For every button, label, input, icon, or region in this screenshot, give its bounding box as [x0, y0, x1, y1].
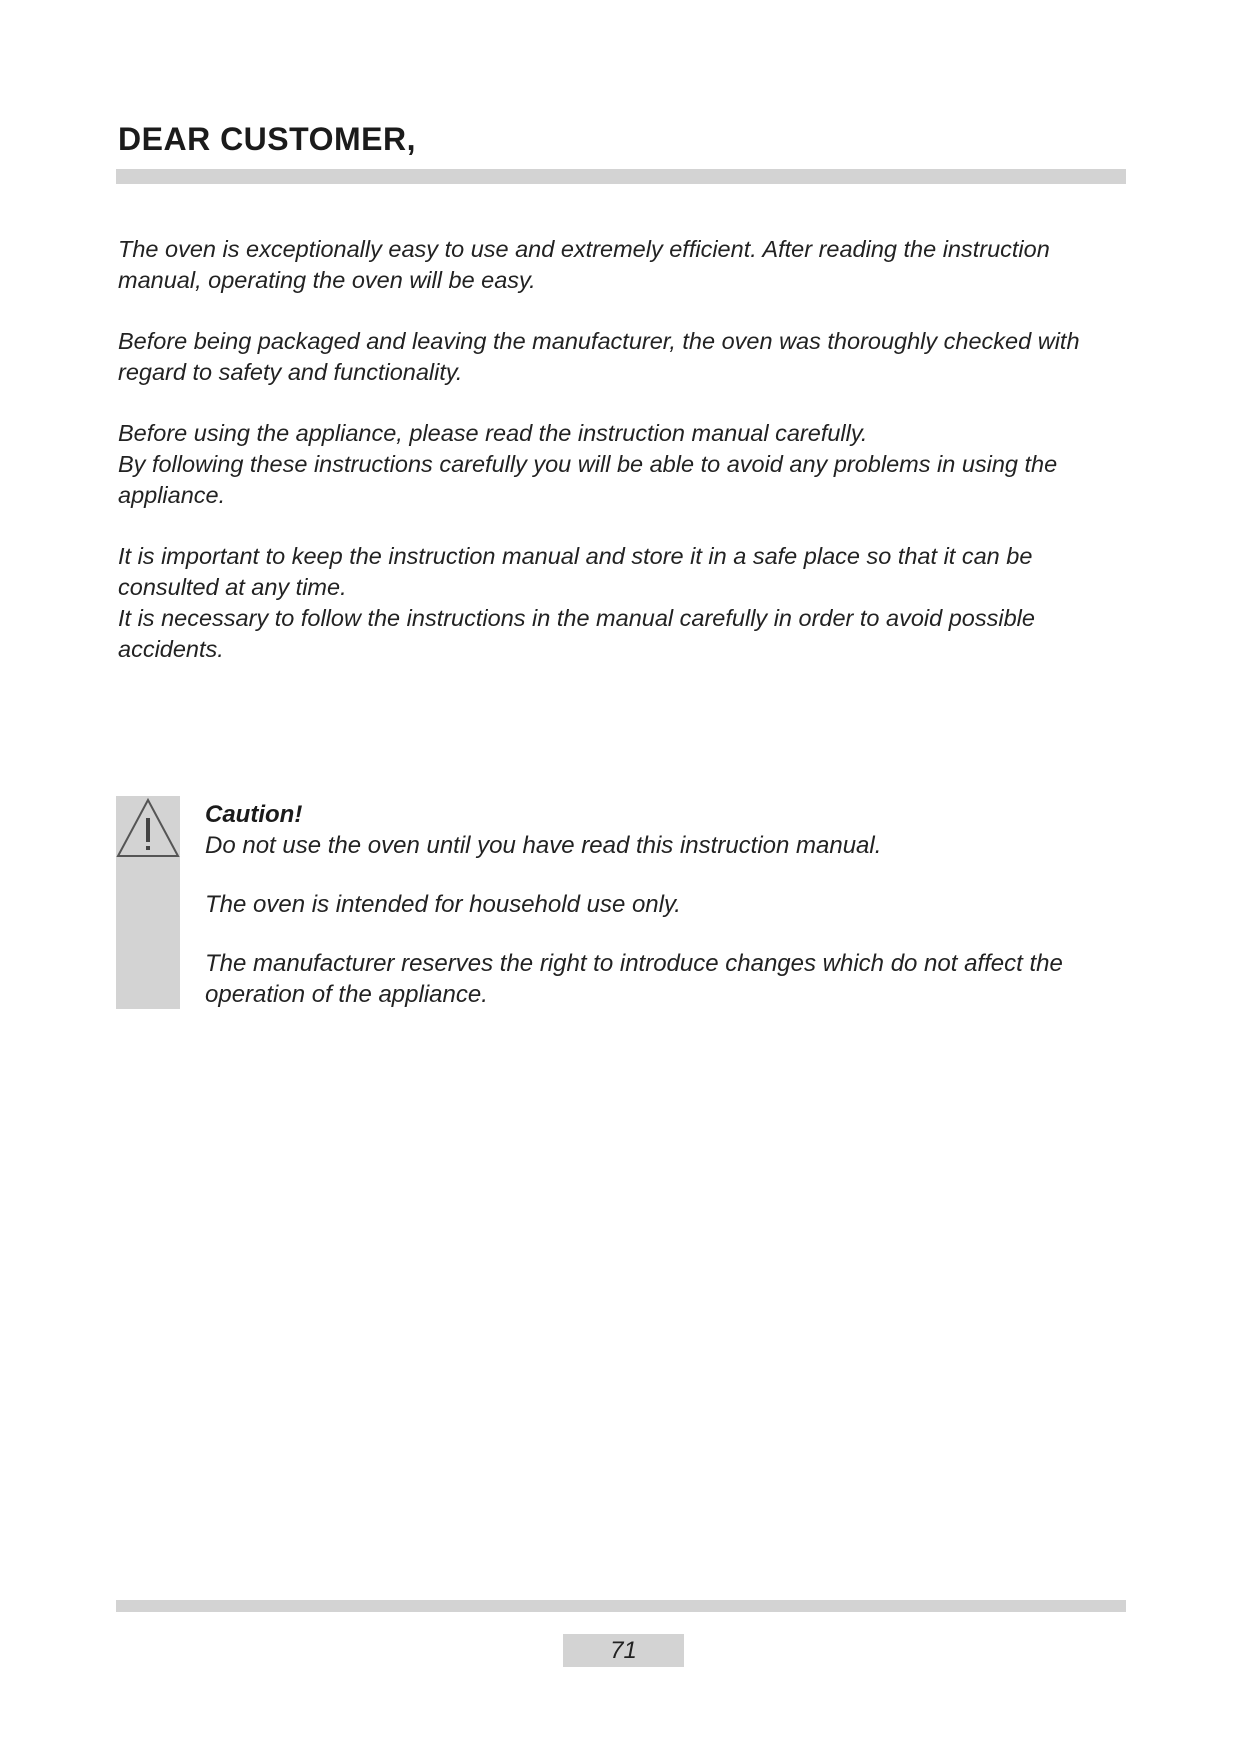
text-line: manual, operating the oven will be easy.	[118, 267, 536, 293]
caution-title: Caution!	[205, 801, 303, 828]
page-title: DEAR CUSTOMER,	[118, 121, 416, 157]
warning-triangle-icon	[116, 796, 180, 860]
caution-line-3	[205, 948, 1125, 1010]
caution-line-2: The oven is intended for household use only.	[205, 891, 681, 918]
text-line: accidents.	[118, 636, 224, 662]
intro-paragraph-1	[118, 234, 1133, 296]
header-divider	[116, 169, 1126, 184]
text-line: regard to safety and functionality.	[118, 359, 463, 385]
page-number: 71	[563, 1634, 684, 1667]
footer-divider	[116, 1600, 1126, 1612]
text-line: It is necessary to follow the instructions in the manual carefully in order to avoid possible	[118, 605, 1035, 631]
caution-sidebar	[116, 796, 180, 1009]
text-line: The oven is exceptionally easy to use and extremely efficient. After reading the instruction	[118, 236, 1050, 262]
text-line: The manufacturer reserves the right to introduce changes which do not affect the	[205, 950, 1063, 977]
text-line: appliance.	[118, 482, 226, 508]
text-line: Before being packaged and leaving the manufacturer, the oven was thoroughly checked with	[118, 328, 1080, 354]
text-line: Before using the appliance, please read the instruction manual carefully.	[118, 420, 868, 446]
intro-paragraph-3	[118, 418, 1133, 511]
intro-section	[118, 234, 1133, 695]
text-line: By following these instructions carefully you will be able to avoid any problems in using the	[118, 451, 1058, 477]
intro-paragraph-4	[118, 541, 1133, 665]
caution-notice	[205, 799, 1125, 1038]
text-line: consulted at any time.	[118, 574, 347, 600]
caution-line-1: Do not use the oven until you have read this instruction manual.	[205, 832, 882, 859]
text-line: It is important to keep the instruction manual and store it in a safe place so that it can be	[118, 543, 1033, 569]
text-line: operation of the appliance.	[205, 981, 488, 1008]
intro-paragraph-2	[118, 326, 1133, 388]
